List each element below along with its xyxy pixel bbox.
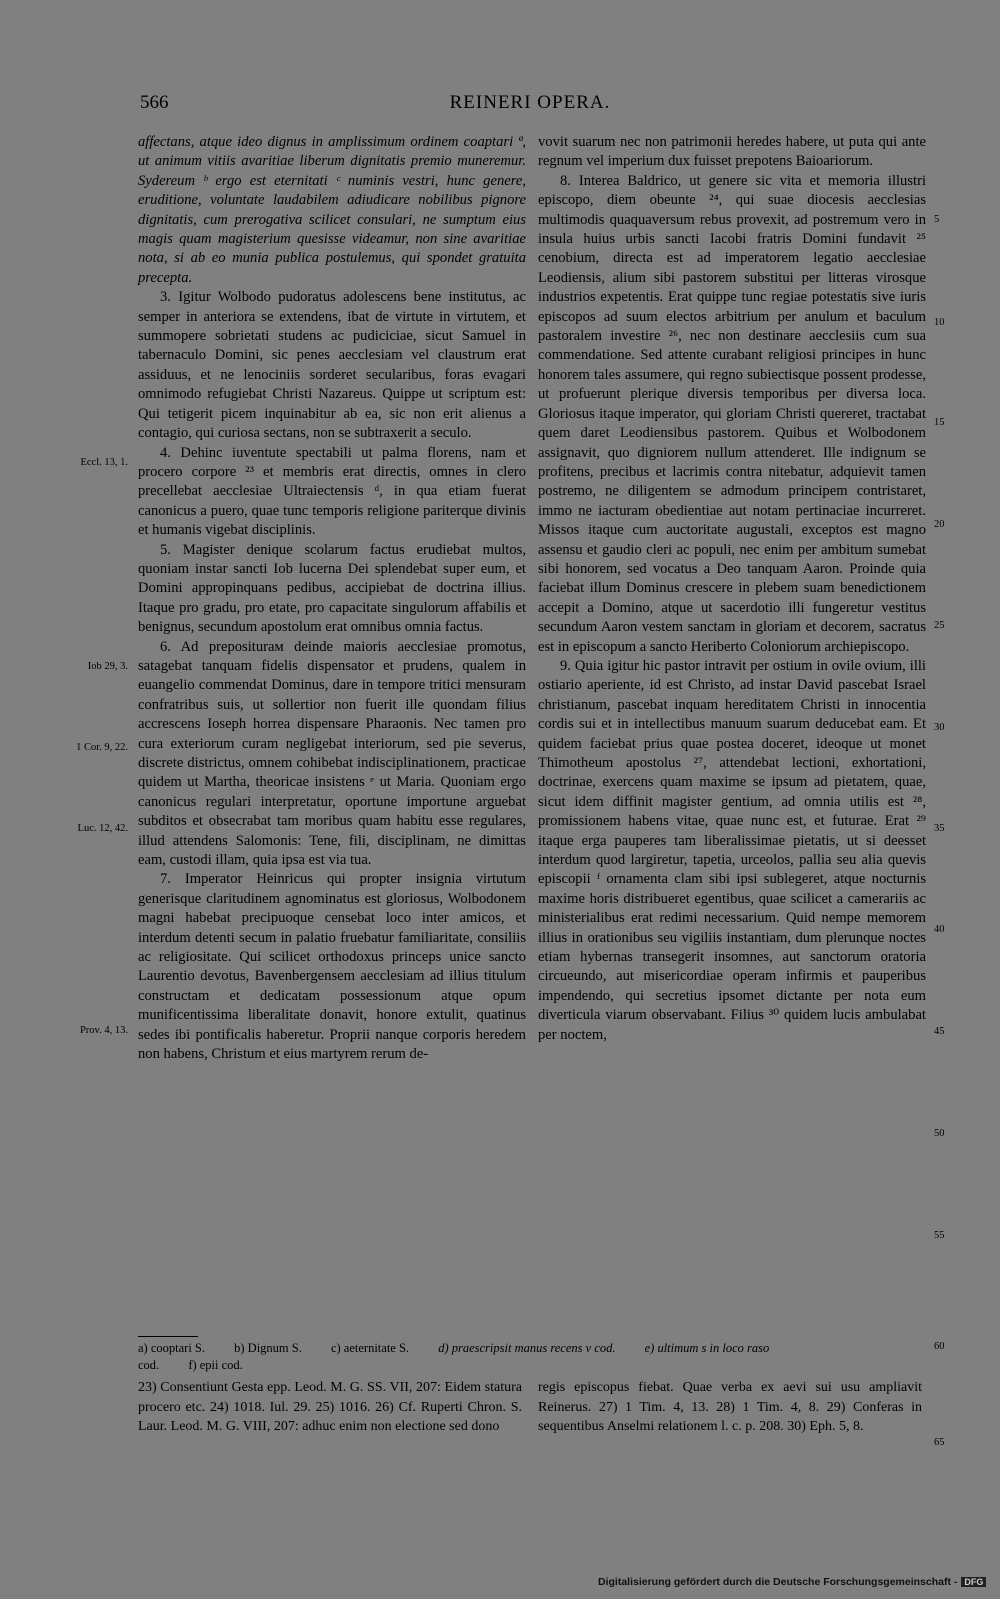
right-column bbox=[538, 133, 926, 1045]
apparatus-note: d) praescripsit manus recens v cod. bbox=[438, 1341, 616, 1355]
line-number: 45 bbox=[934, 1026, 945, 1037]
line-number: 40 bbox=[934, 924, 945, 935]
margin-reference: Prov. 4, 13. bbox=[79, 1025, 128, 1036]
apparatus-note: c) aeternitate S. bbox=[330, 1341, 410, 1355]
page-number: 566 bbox=[140, 92, 169, 113]
left-column bbox=[138, 133, 526, 1065]
apparatus-note: cod. bbox=[138, 1358, 160, 1372]
margin-reference: 1 Cor. 9, 22. bbox=[76, 742, 128, 753]
apparatus-note: e) ultimum s in loco raso bbox=[644, 1341, 770, 1355]
paragraph: 7. Imperator Heinricus qui propter insignia virtutum generisque claritudinem agnominatus est gloriosus, Wolbodonem magni habebat precipuoque censebat loco inter amicos, et interdum detenti secum in palatio fruebatur familiaritate, consiliis ac religiositate. Qui scilicet orthodoxus princeps unice sancto Laurentio devotus, Bavenbergensem aecclesiam ad illius titulum constructam et dedicatam possessionum atque opum munificentissima liberalitate donavit, honore extulit, quatinus sedes ibi pontificalis haberetur. Proprii nanque corporis heredem non habens, Christum et eius martyrem rerum de- bbox=[138, 871, 526, 1063]
paragraph: 3. Igitur Wolbodo pudoratus adolescens bene institutus, ac semper in anteriora se extendens, ibat de virtute in virtutem, et summopere sobrietati studens ac pudiciciae, sicut Samuel in tabernaculo Domini, sic penes aecclesiam vel claustrum erat assiduus, et ne lenociniis sorderet secularibus, foras evagari omnimodo refugiebat Christi Nazareus. Quippe ut scriptum est: Qui tetigerit picem inquinabitur ab ea, sic non erit alienus a contagio, qui curiosa sectans, non se subtraxerit a seculo. bbox=[138, 289, 526, 442]
line-number: 20 bbox=[934, 519, 945, 530]
line-number: 30 bbox=[934, 722, 945, 733]
page-header bbox=[140, 92, 920, 122]
notes-separator bbox=[138, 1336, 198, 1337]
critical-apparatus bbox=[138, 1340, 928, 1374]
margin-reference: Iob 29, 3. bbox=[87, 661, 128, 672]
footnotes-right: regis episcopus fiebat. Quae verba ex aevi sui usu ampliavit Reinerus. 27) 1 Tim. 4, 13. 28) 1 Tim. 4, 8. 29) Conferas in sequentibus Anselmi relationem l. c. p. 208. 30) Eph. 5, 8. bbox=[538, 1380, 922, 1434]
line-number: 50 bbox=[934, 1128, 945, 1139]
line-number: 55 bbox=[934, 1230, 945, 1241]
line-number: 35 bbox=[934, 823, 945, 834]
apparatus-note: f) epii cod. bbox=[188, 1358, 243, 1372]
dfg-logo: DFG bbox=[961, 1577, 986, 1587]
footnotes-left: 23) Consentiunt Gesta epp. Leod. M. G. SS. VII, 207: Eidem statura procero etc. 24) 1018. Iul. 29. 25) 1016. 26) Cf. Ruperti Chron. S. Laur. Leod. M. G. VIII, 207: adhuc enim non electione sed dono bbox=[138, 1380, 522, 1434]
paragraph: 4. Dehinc iuventute spectabili ut palma florens, nam et procero corpore ²³ et membris erat directis, omnes in clero precellebat aecclesiae Ultraiectensis ᵈ, in qua etiam fuerat canonicus a puero, quae tunc temporis religione pariterque divinis et humanis vigebat disciplinis. bbox=[138, 444, 526, 539]
paragraph: 9. Quia igitur hic pastor intravit per ostium in ovile ovium, illi ostiario aperiente, id est Christo, ad instar David pascebat Israel christianum, pascebat inquam hereditatem Christi in innocentia cordis sui et in intellectibus manuum suarum deducebat eam. Et quidem faciebat prius quae postea doceret, ideoque ut monet Thimotheum apostolus ²⁷, attendebat lectioni, exhortationi, doctrinae, exercens quam maxime se ipsum ad pietatem, quae, sicut idem diffinit magister gentium, ad omnia utilis est ²⁸, promissionem habens vitae, quae nunc est, et futurae. Erat ²⁹ itaque erga pauperes tam liberalissimae pietatis, ut si deesset interdum quod largiretur, tapetia, urceolos, pallia seu alia quevis episcopii ᶠ ornamenta clam sibi ipsi sublegeret, atque nocturnis maxime horis distribueret egentibus, quae scilicet a camerariis ac ministerialibus erat redimi necessarium. Quid nempe memorem illius in orationibus seu vigiliis instantiam, dum plerunque noctes etiam hybernas transegerit insomnes, aut sanctorum oratoria circueundo, aut misericordiae operam infirmis et pauperibus impendendo, qui secretius ipsomet dictante per nota eum diverticula viarum observabant. Filius ³⁰ quidem lucis ambulabat per noctem, bbox=[538, 657, 926, 1043]
line-number: 10 bbox=[934, 317, 945, 328]
line-number: 25 bbox=[934, 620, 945, 631]
paragraph: 6. Ad prepositurам deinde maioris aecclesiae promotus, satagebat tanquam fidelis dispensator et prudens, qualem in euangelio commendat Dominus, dare in tempore tritici mensuram confratribus suis, ut sollertior non fuerit ille quondam filius accrescens Ioseph horrea dispensare Pharaonis. Nec tamen pro cura exteriorum curam negligebat interiorum, sed pie severus, discrete districtus, omnem cohibebat indisciplinationem, practicae quidem ut Martha, theoricae insistens ᵉ ut Maria. Quoniam ergo canonicus regulari interpretatur, oportune importune arguebat subditos et obsecrabat tam moribus quam habitu esse regulares, illud attendens Salomonis: Tene, fili, disciplinam, ne dimittas eam, custodi illam, quia ipsa est via tua. bbox=[138, 638, 526, 869]
digitization-footer bbox=[598, 1576, 986, 1588]
paragraph: 5. Magister denique scolarum factus erudiebat multos, quoniam instar sancti Iob lucerna Dei splendebat super eum, et Domini appropinquans pedibus, accipiebat de doctrina illius. Itaque pro gradu, pro etate, pro capacitate singulorum affabilis et benignus, secundum apostolum erat omnibus omnia factus. bbox=[138, 541, 526, 636]
line-number: 65 bbox=[934, 1437, 945, 1448]
paragraph: vovit suarum nec non patrimonii heredes habere, ut puta qui ante regnum vel imperium dux fuisset prepotens Baioariorum. bbox=[538, 134, 926, 170]
apparatus-note: b) Dignum S. bbox=[234, 1341, 302, 1355]
paragraph: affectans, atque ideo dignus in amplissimum ordinem coaptari ª, ut animum vitiis avaritiae liberum dignitatis premio muneremur. Sydereum ᵇ ergo est eternitati ᶜ numinis vestri, hunc genere, eruditione, voluntate laudabilem adiudicare nobilibus pignore dignitatis, cum prerogativa scilicet consulari, ne sumptum eius magis quam magisterium quesisse videamur, non sine avaritiae nota, si ab eo munia publica postulemus, qui spondet gratuita precepta. bbox=[138, 134, 526, 286]
line-number: 15 bbox=[934, 417, 945, 428]
footer-text: Digitalisierung gefördert durch die Deutsche Forschungsgemeinschaft - bbox=[598, 1576, 958, 1588]
margin-reference: Luc. 12, 42. bbox=[77, 823, 128, 834]
running-title: REINERI OPERA. bbox=[449, 92, 611, 113]
paragraph: 8. Interea Baldrico, ut genere sic vita et memoria illustri episcopo, diem obeunte ²⁴, qui suae diocesis aecclesias multimodis quaquaversum rebus provexit, ad postremum vero in insula huius urbis sancti Iacobi fratris Domini fundavit ²⁵ cenobium, directa est ad imperatorem legatio aecclesiae Leodiensis, alium sibi pastorem substitui per litteras virosque industrios expetentis. Erat quippe tunc regiae potestatis sive iuris episcopos ad suum electos arbitrium per anulum et baculum pastoralem investire ²⁶, nec non destinare aecclesiis cum sua commendatione. Sed attente curabant religiosi principes in hunc honorem tales assumere, qui regno subiectisque possent prodesse, ut profuerunt plerique diversis temporibus per diversa loca. Gloriosus itaque imperator, qui gloriam Christi quereret, tractabat quem daret Leodiensibus pastorem. Quibus et Wolbodonem assignavit, quo digniorem nullum attenderet. Ille indignum se profitens, precibus et lacrimis contra nitebatur, adquievit tamen postremo, ne diligentem se admodum principem contristaret, immo ne iacturam obedientiae aut notam pertinaciae incurreret. Missos itaque cum auctoritate augustali, exceptos est magno assensu et gaudio cleri ac populi, nec enim per ambitum sumebat sibi honorem, sed vocatus a Deo tanquam Aaron. Proinde quia faciebat illum Dominus crescere in plebem suam benedictionem accepit a Domino, atque ut sacerdotio illi fungeretur vestitus secundum Aaron vestem sanctam in gloriam et decorem, sacratus est in episcopum a sancto Heriberto Coloniorum archiepiscopo. bbox=[538, 172, 926, 655]
line-number: 5 bbox=[934, 214, 940, 225]
line-number: 60 bbox=[934, 1341, 945, 1352]
apparatus-note: a) cooptari S. bbox=[138, 1341, 205, 1355]
margin-reference: Eccl. 13, 1. bbox=[80, 457, 128, 468]
